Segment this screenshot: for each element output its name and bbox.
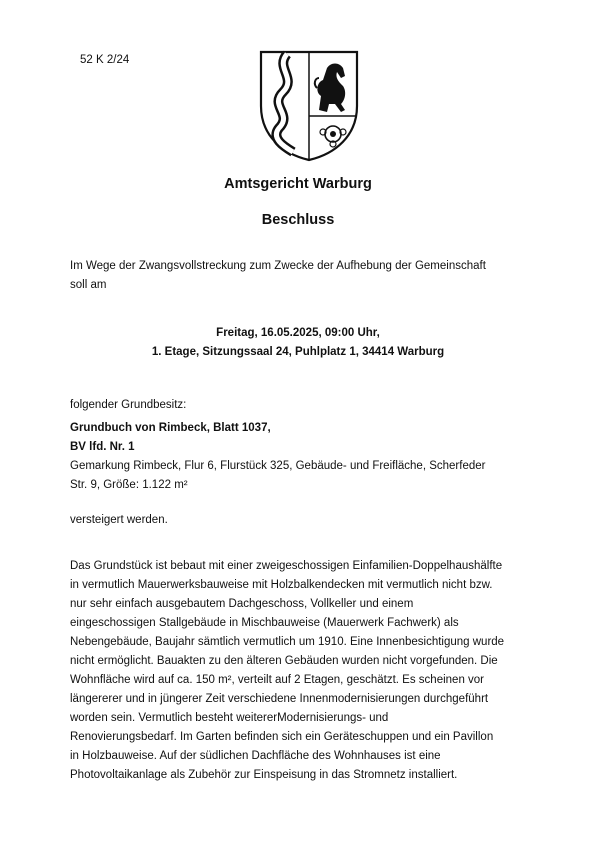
details-line: Photovoltaikanlage als Zubehör zur Einspeisung in das Stromnetz installiert.	[70, 769, 458, 781]
property-details-paragraph	[70, 557, 530, 785]
appointment-date: Freitag, 16.05.2025, 09:00 Uhr,	[216, 327, 380, 339]
details-line: Wohnfläche wird auf ca. 150 m², verteilt auf 2 Etagen, geschätzt. Es scheinen vor	[70, 674, 485, 686]
intro-line: soll am	[70, 279, 107, 291]
document-type-heading: Beschluss	[261, 212, 335, 228]
land-register: Grundbuch von Rimbeck, Blatt 1037,	[70, 422, 271, 434]
register-entry: BV lfd. Nr. 1	[70, 441, 135, 453]
details-line: Nebengebäude, Baujahr sämtlich vermutlich um 1910. Eine Innenbesichtigung wurde	[70, 636, 505, 648]
intro-paragraph	[70, 257, 530, 295]
details-line: längererer und in jüngerer Zeit verschiedene Innenmodernisierungen durchgeführt	[70, 693, 489, 705]
property-block	[70, 419, 530, 495]
details-line: nicht ermöglicht. Bauakten zu den älteren Gebäuden wurden nicht vorgefunden. Die	[70, 655, 498, 667]
details-line: Renovierungsbedarf. Im Garten befinden sich ein Geräteschuppen und ein Pavillon	[70, 731, 494, 743]
intro-line: Im Wege der Zwangsvollstreckung zum Zwecke der Aufhebung der Gemeinschaft	[70, 260, 486, 272]
details-line: in Holzbauweise. Auf der südlichen Dachfläche des Wohnhauses ist eine	[70, 750, 441, 762]
details-line: eingeschossigen Stallgebäude in Mischbauweise (Mauerwerk Fachwerk) als	[70, 617, 459, 629]
case-reference: 52 K 2/24	[80, 54, 130, 66]
appointment-place: 1. Etage, Sitzungssaal 24, Puhlplatz 1, 34414 Warburg	[151, 346, 445, 358]
details-line: in vermutlich Mauerwerksbauweise mit Holzbalkendecken mit vermutlich nicht bzw.	[70, 579, 493, 591]
auction-phrase: versteigert werden.	[70, 514, 168, 526]
court-name: Amtsgericht Warburg	[224, 176, 372, 192]
details-line: Das Grundstück ist bebaut mit einer zweigeschossigen Einfamilien-Doppelhaushälfte	[70, 560, 503, 572]
details-line: worden sein. Vermutlich besteht weitererModernisierungs- und	[70, 712, 389, 724]
property-description-line: Str. 9, Größe: 1.122 m²	[70, 479, 188, 491]
details-line: nur sehr einfach ausgebautem Dachgeschoss, Vollkeller und einem	[70, 598, 414, 610]
property-intro: folgender Grundbesitz:	[70, 399, 187, 411]
nrw-coat-of-arms-emblem	[257, 48, 361, 164]
property-description-line: Gemarkung Rimbeck, Flur 6, Flurstück 325, Gebäude- und Freifläche, Scherfeder	[70, 460, 486, 472]
